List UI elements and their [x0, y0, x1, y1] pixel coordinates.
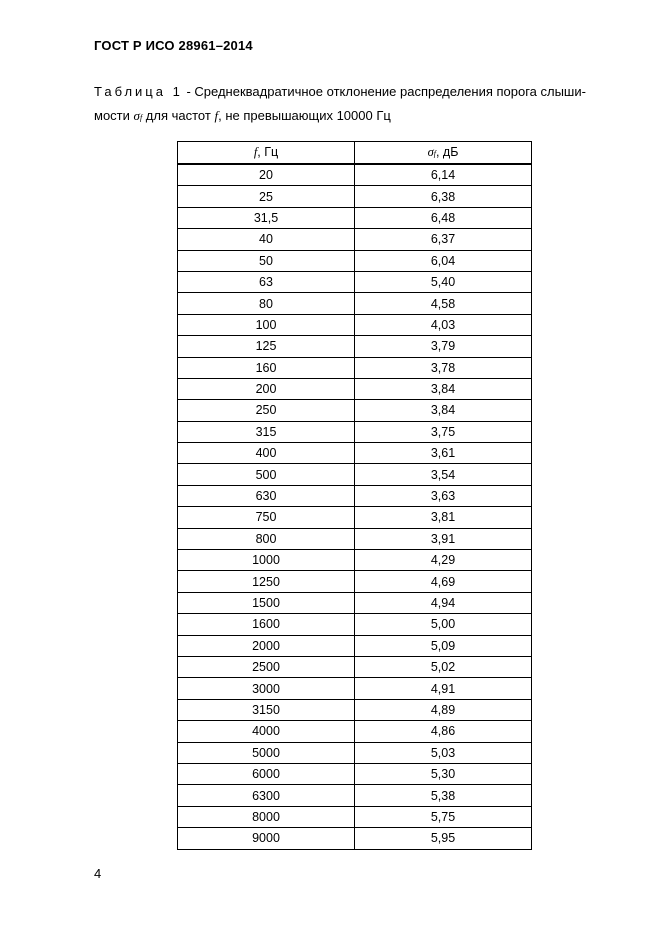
table-row	[178, 635, 532, 656]
cell-frequency: 630	[178, 485, 355, 506]
table-row	[178, 207, 532, 228]
cell-frequency: 31,5	[178, 207, 355, 228]
cell-frequency: 63	[178, 271, 355, 292]
cell-sigma: 4,58	[355, 293, 532, 314]
sigma-subscript: f	[139, 113, 143, 122]
cell-sigma: 5,75	[355, 806, 532, 827]
cell-frequency: 750	[178, 507, 355, 528]
cell-frequency: 80	[178, 293, 355, 314]
table-row	[178, 785, 532, 806]
cell-sigma: 3,78	[355, 357, 532, 378]
cell-sigma: 4,29	[355, 550, 532, 571]
cell-frequency: 400	[178, 443, 355, 464]
cell-sigma: 4,86	[355, 721, 532, 742]
cell-frequency: 125	[178, 336, 355, 357]
cell-sigma: 3,81	[355, 507, 532, 528]
col1-symbol: f	[253, 145, 258, 159]
table-row	[178, 186, 532, 207]
cell-sigma: 5,02	[355, 656, 532, 677]
cell-sigma: 6,48	[355, 207, 532, 228]
column-header-sigma	[355, 142, 532, 165]
caption-text-line2c: , не превышающих 10000 Гц	[218, 108, 391, 123]
table-label: Таблица 1	[94, 84, 183, 99]
cell-frequency: 100	[178, 314, 355, 335]
table-row	[178, 314, 532, 335]
table-row	[178, 614, 532, 635]
table-row	[178, 721, 532, 742]
table-row	[178, 528, 532, 549]
table-row	[178, 229, 532, 250]
table-row	[178, 742, 532, 763]
table-header-row	[178, 142, 532, 165]
cell-frequency: 40	[178, 229, 355, 250]
cell-frequency: 1000	[178, 550, 355, 571]
table-row	[178, 464, 532, 485]
cell-sigma: 3,75	[355, 421, 532, 442]
cell-frequency: 500	[178, 464, 355, 485]
cell-sigma: 3,61	[355, 443, 532, 464]
table-row	[178, 400, 532, 421]
cell-sigma: 3,91	[355, 528, 532, 549]
table-row	[178, 271, 532, 292]
cell-sigma: 3,84	[355, 378, 532, 399]
table-row	[178, 507, 532, 528]
cell-frequency: 8000	[178, 806, 355, 827]
table-row	[178, 699, 532, 720]
cell-frequency: 1250	[178, 571, 355, 592]
cell-sigma: 5,30	[355, 763, 532, 784]
column-header-frequency	[178, 142, 355, 165]
cell-frequency: 5000	[178, 742, 355, 763]
table-row	[178, 806, 532, 827]
cell-sigma: 4,69	[355, 571, 532, 592]
cell-frequency: 2000	[178, 635, 355, 656]
col1-unit: , Гц	[257, 145, 279, 159]
table-caption	[94, 80, 614, 130]
cell-frequency: 25	[178, 186, 355, 207]
cell-sigma: 3,54	[355, 464, 532, 485]
table-row	[178, 763, 532, 784]
cell-sigma: 3,79	[355, 336, 532, 357]
cell-sigma: 5,95	[355, 828, 532, 849]
cell-frequency: 800	[178, 528, 355, 549]
cell-frequency: 4000	[178, 721, 355, 742]
cell-frequency: 50	[178, 250, 355, 271]
cell-sigma: 5,00	[355, 614, 532, 635]
cell-frequency: 315	[178, 421, 355, 442]
cell-sigma: 6,37	[355, 229, 532, 250]
table-row	[178, 378, 532, 399]
cell-sigma: 5,09	[355, 635, 532, 656]
col2-unit: , дБ	[435, 145, 459, 159]
cell-frequency: 6300	[178, 785, 355, 806]
col2-subscript: f	[433, 149, 436, 158]
caption-dash: -	[182, 84, 195, 99]
cell-sigma: 5,03	[355, 742, 532, 763]
document-header: ГОСТ Р ИСО 28961–2014	[94, 38, 253, 53]
cell-frequency: 160	[178, 357, 355, 378]
cell-sigma: 6,04	[355, 250, 532, 271]
page-number: 4	[94, 866, 102, 881]
table-row	[178, 678, 532, 699]
table-row	[178, 443, 532, 464]
cell-frequency: 1500	[178, 592, 355, 613]
table-row	[178, 164, 532, 186]
cell-sigma: 4,94	[355, 592, 532, 613]
cell-sigma: 3,84	[355, 400, 532, 421]
table-row	[178, 250, 532, 271]
cell-frequency: 1600	[178, 614, 355, 635]
sigma-symbol: σ	[133, 108, 140, 123]
caption-text-line2a: мости	[94, 108, 130, 123]
cell-frequency: 20	[178, 164, 355, 186]
cell-sigma: 5,38	[355, 785, 532, 806]
cell-sigma: 3,63	[355, 485, 532, 506]
cell-sigma: 5,40	[355, 271, 532, 292]
table-row	[178, 421, 532, 442]
table-row	[178, 550, 532, 571]
table-row	[178, 656, 532, 677]
table-row	[178, 571, 532, 592]
cell-sigma: 6,14	[355, 164, 532, 186]
table-row	[178, 357, 532, 378]
cell-frequency: 2500	[178, 656, 355, 677]
cell-frequency: 3000	[178, 678, 355, 699]
cell-sigma: 6,38	[355, 186, 532, 207]
cell-sigma: 4,91	[355, 678, 532, 699]
frequency-sigma-table	[177, 141, 532, 850]
table-row	[178, 592, 532, 613]
table-row	[178, 828, 532, 849]
caption-text-line2b: для частот	[145, 108, 211, 123]
cell-sigma: 4,03	[355, 314, 532, 335]
caption-text-line1: Среднеквадратичное отклонение распределения порога слыши-	[194, 84, 586, 99]
cell-frequency: 9000	[178, 828, 355, 849]
col2-symbol: σ	[427, 145, 434, 159]
table-row	[178, 485, 532, 506]
cell-frequency: 3150	[178, 699, 355, 720]
cell-frequency: 6000	[178, 763, 355, 784]
cell-frequency: 200	[178, 378, 355, 399]
table-row	[178, 336, 532, 357]
table-body	[178, 164, 532, 849]
cell-sigma: 4,89	[355, 699, 532, 720]
cell-frequency: 250	[178, 400, 355, 421]
f-symbol: f	[214, 108, 219, 123]
table-row	[178, 293, 532, 314]
